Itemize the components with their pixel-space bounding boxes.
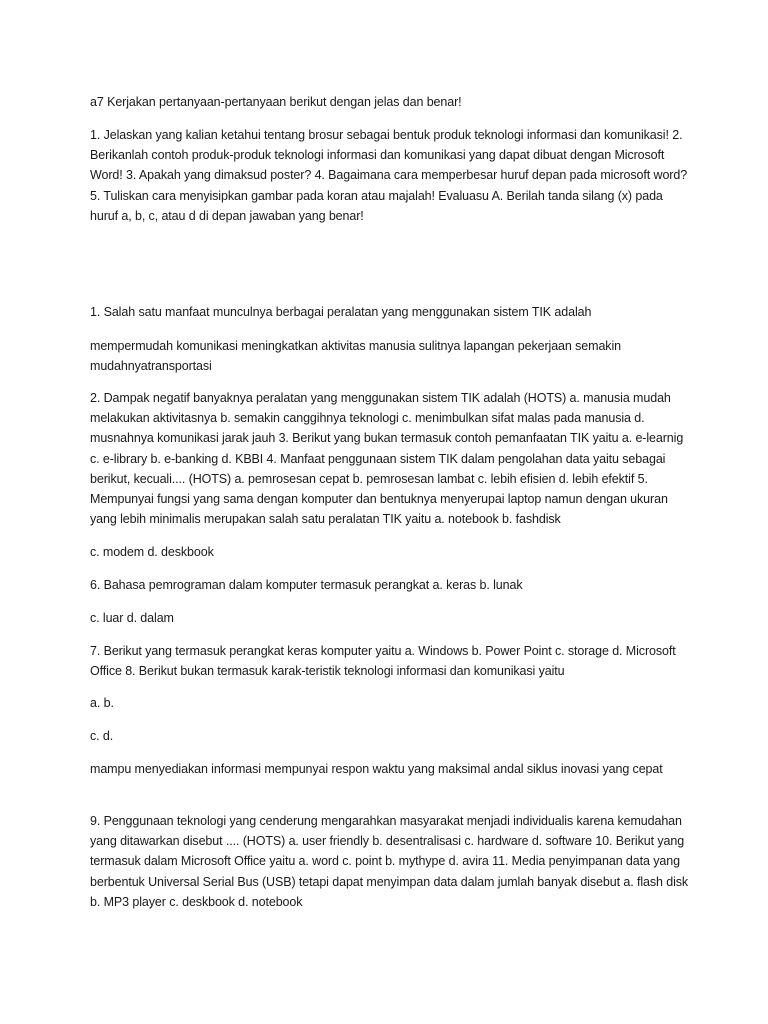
questions-2-to-5-paragraph: 2. Dampak negatif banyaknya peralatan yang menggunakan sistem TIK adalah (HOTS) a. manusia mudah melakukan aktivitasnya b. semakin canggihnya teknologi c. menimbulkan sifat malas pada manusia d. musnahnya komunikasi jarak jauh 3. Berikut yang bukan termasuk contoh pemanfaatan TIK yaitu a. e-learnig c. e-library b. e-banking d. KBBI 4. Manfaat penggunaan sistem TIK dalam pengolahan data yaitu sebagai berikut, kecuali.... (HOTS) a. pemrosesan cepat b. pemrosesan lambat c. lebih efisien d. lebih efektif 5. Mempunyai fungsi yang sama dengan komputer dan bentuknya menyerupai laptop namun dengan ukuran yang lebih minimalis merupakan salah satu peralatan TIK yaitu a. notebook b. fashdisk [90,391,684,527]
question-1-stem: 1. Salah satu manfaat munculnya berbagai peralatan yang menggunakan sistem TIK adalah [90,305,592,319]
question-6-stem: 6. Bahasa pemrograman dalam komputer termasuk perangkat a. keras b. lunak [90,578,523,592]
instruction-heading: a7 Kerjakan pertanyaan-pertanyaan berikut dengan jelas dan benar! [90,95,462,109]
question-1-options: mempermudah komunikasi meningkatkan aktivitas manusia sulitnya lapangan pekerjaan semakin mudahnyatransportasi [90,339,621,374]
essay-questions-paragraph: 1. Jelaskan yang kalian ketahui tentang brosur sebagai bentuk produk teknologi informasi dan komunikasi! 2. Berikanlah contoh produk-produk teknologi informasi dan komunikasi yang dapat dibuat dengan Microsoft Word! 3. Apakah yang dimaksud poster? 4. Bagaimana cara memperbesar huruf depan pada microsoft word? 5. Tuliskan cara menyisipkan gambar pada koran atau majalah! Evaluasu A. Berilah tanda silang (x) pada huruf a, b, c, atau d di depan jawaban yang benar! [90,128,688,223]
question-8-option-labels-ab: a. b. [90,696,114,710]
questions-9-to-11-paragraph: 9. Penggunaan teknologi yang cenderung mengarahkan masyarakat menjadi individualis karena kemudahan yang ditawarkan disebut .... (HOTS) a. user friendly b. desentralisasi c. hardware d. software 10. Berikut yang termasuk dalam Microsoft Office yaitu a. word c. point b. mythype d. avira 11. Media penyimpanan data yang berbentuk Universal Serial Bus (USB) tetapi dapat menyimpan data dalam jumlah banyak disebut a. flash disk b. MP3 player c. deskbook d. notebook [90,814,689,909]
question-8-options-text: mampu menyediakan informasi mempunyai respon waktu yang maksimal andal siklus inovasi yang cepat [90,762,663,776]
question-6-options-continued: c. luar d. dalam [90,611,174,625]
questions-7-and-8-paragraph: 7. Berikut yang termasuk perangkat keras komputer yaitu a. Windows b. Power Point c. storage d. Microsoft Office 8. Berikut bukan termasuk karak-teristik teknologi informasi dan komunikasi yaitu [90,644,676,679]
question-8-option-labels-cd: c. d. [90,729,114,743]
question-5-options-continued: c. modem d. deskbook [90,545,214,559]
